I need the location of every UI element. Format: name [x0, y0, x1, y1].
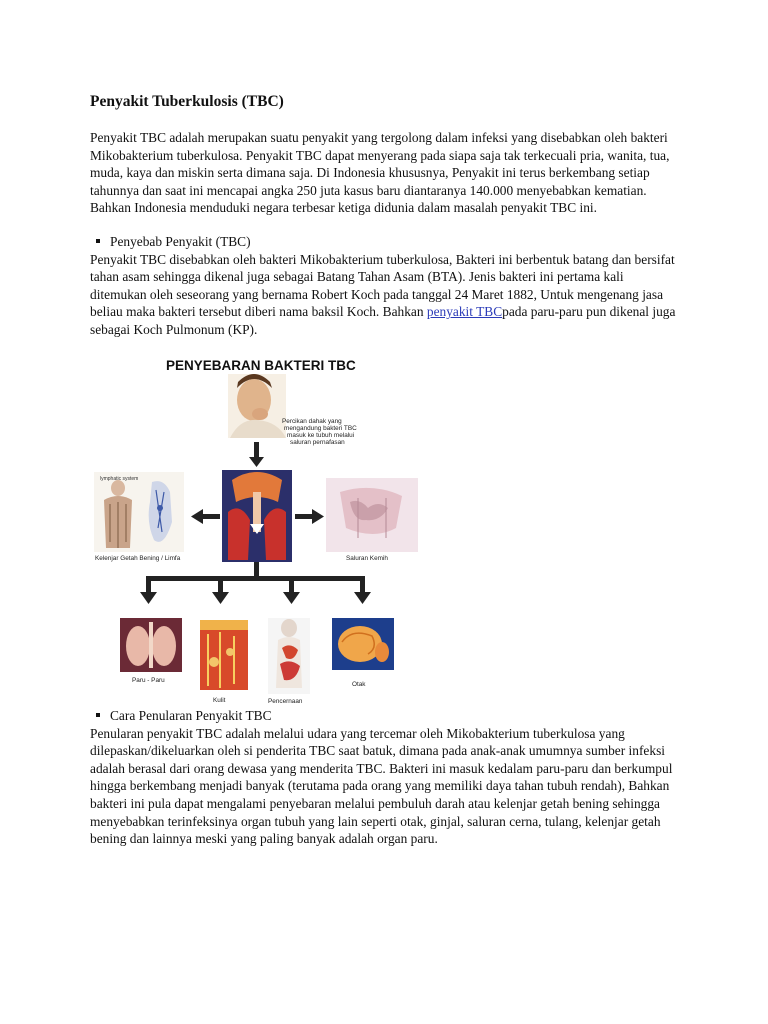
note-line-1: Percikan dahak yang: [282, 418, 342, 425]
spread-diagram: [90, 352, 435, 707]
section1-heading-text: Penyebab Penyakit (TBC): [110, 233, 251, 249]
intro-paragraph: Penyakit TBC adalah merupakan suatu penyakit yang tergolong dalam infeksi yang disebabkan oleh bakteri Mikobakterium tuberkulosa. Penyakit TBC dapat menyerang pada siapa saja tak terkecuali pria, wanita, tua, muda, kaya dan miskin serta dimana saja. Di Indonesia khususnya, Penyakit ini terus berkembang setiap tahunnya dan saat ini mencapai angka 250 juta kasus baru diantaranya 140.000 menyebabkan kematian. Bahkan Indonesia menduduki negara terbesar ketiga didunia dalam masalah penyakit TBC ini.: [90, 130, 670, 216]
arrow-left-icon: [191, 509, 220, 524]
section2-paragraph: Penularan penyakit TBC adalah melalui udara yang tercemar oleh Mikobakterium tuberkulosa yang dilepaskan/dikeluarkan oleh si penderita TBC saat batuk, dimana pada anak-anak umumnya sumber infeksi adalah berasal dari orang dewasa yang menderita TBC. Bakteri ini masuk kedalam paru-paru dan berkumpul hingga berkembang menjadi banyak (terutama pada orang yang memiliki daya tahan tubuh rendah), Bahkan bakteri ini pula dapat mengalami penyebaran melalui pembuluh darah atau kelenjar getah bening sehingga menyebabkan terinfeksinya organ tubuh yang lain seperti otak, ginjal, saluran cerna, tulang, kelenjar getah bening dan lainnya meski yang paling banyak adalah organ paru.: [90, 725, 673, 847]
section1-paragraph: [90, 251, 680, 339]
brain-image: [332, 618, 394, 670]
diagram-title: PENYEBARAN BAKTERI TBC: [166, 358, 356, 373]
lungs-xray-image: [120, 618, 182, 672]
section2-heading-text: Cara Penularan Penyakit TBC: [110, 708, 272, 723]
spread-diagram-svg: [90, 352, 435, 707]
note-line-2: mengandung bakteri TBC: [284, 425, 357, 432]
arrow-down-icon: [249, 442, 264, 467]
section1-text-b: pada paru-paru pun dikenal juga sebagai Koch Pulmonum (KP).: [90, 304, 676, 337]
digest-label: Pencernaan: [268, 698, 303, 705]
page-title: Penyakit Tuberkulosis (TBC): [90, 93, 284, 110]
urinary-tract-image: [326, 478, 418, 552]
document-body: [90, 92, 680, 339]
lymphatic-small-caption: lymphatic system: [100, 476, 139, 482]
section1-heading: [90, 233, 680, 251]
kidney-label: Saluran Kemih: [346, 555, 388, 562]
note-line-4: saluran pernafasan: [290, 439, 345, 446]
arrow-right-icon: [295, 509, 324, 524]
lymph-label: Kelenjar Getah Bening / Limfa: [95, 555, 181, 562]
digestive-system-image: [268, 618, 310, 694]
lymphatic-system-image: [94, 472, 184, 552]
skin-section-image: [200, 620, 248, 690]
respiratory-tract-image: [222, 470, 292, 562]
lung-label: Paru - Paru: [132, 677, 165, 684]
brain-label: Otak: [352, 681, 366, 688]
bullet-icon: [96, 713, 100, 717]
section2: [90, 707, 680, 848]
penyakit-tbc-link[interactable]: penyakit TBC: [426, 304, 503, 320]
note-line-3: masuk ke tubuh melalui: [287, 432, 355, 439]
skin-label: Kulit: [213, 697, 226, 704]
branch-connector: [140, 562, 371, 604]
coughing-person-image: [228, 374, 286, 438]
section2-heading: [90, 707, 680, 725]
section1-text-a: Penyakit TBC disebabkan oleh bakteri Mikobakterium tuberkulosa, Bakteri ini berbentuk batang dan bersifat tahan asam sehingga dikenal juga sebagai Batang Tahan Asam (BTA). Jenis bakteri ini pertama kali ditemukan oleh seseorang yang bernama Robert Koch pada tanggal 24 Maret 1882, Untuk mengenang jasa beliau maka bakteri tersebut diberi nama baksil Koch. Bahkan: [90, 251, 675, 320]
bullet-icon: [96, 239, 100, 243]
